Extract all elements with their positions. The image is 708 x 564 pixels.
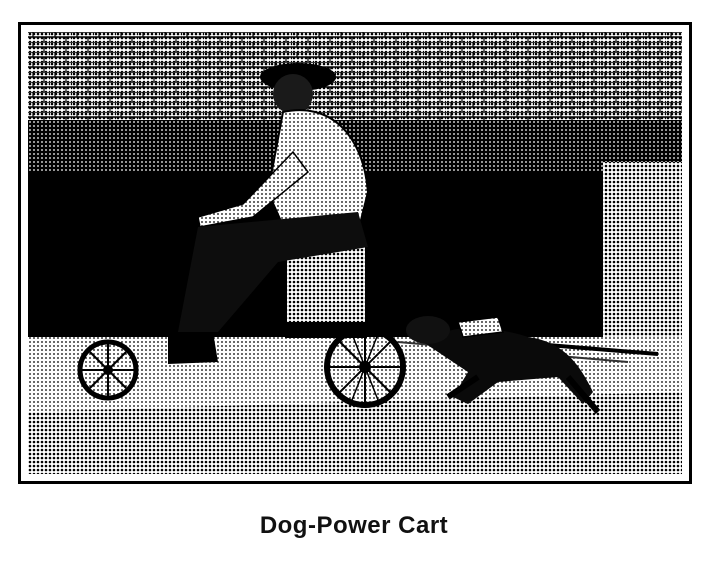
- right-pillar: [603, 162, 682, 352]
- photo-frame: [18, 22, 692, 484]
- cart-platform: [88, 322, 378, 336]
- rear-wheel: [80, 342, 136, 398]
- front-wheel: [327, 329, 403, 405]
- figure-caption: Dog-Power Cart: [259, 512, 449, 539]
- dog-head: [406, 316, 450, 344]
- rider-legs: [168, 332, 218, 364]
- rider-head: [273, 74, 313, 114]
- halftone-photograph: [28, 32, 682, 474]
